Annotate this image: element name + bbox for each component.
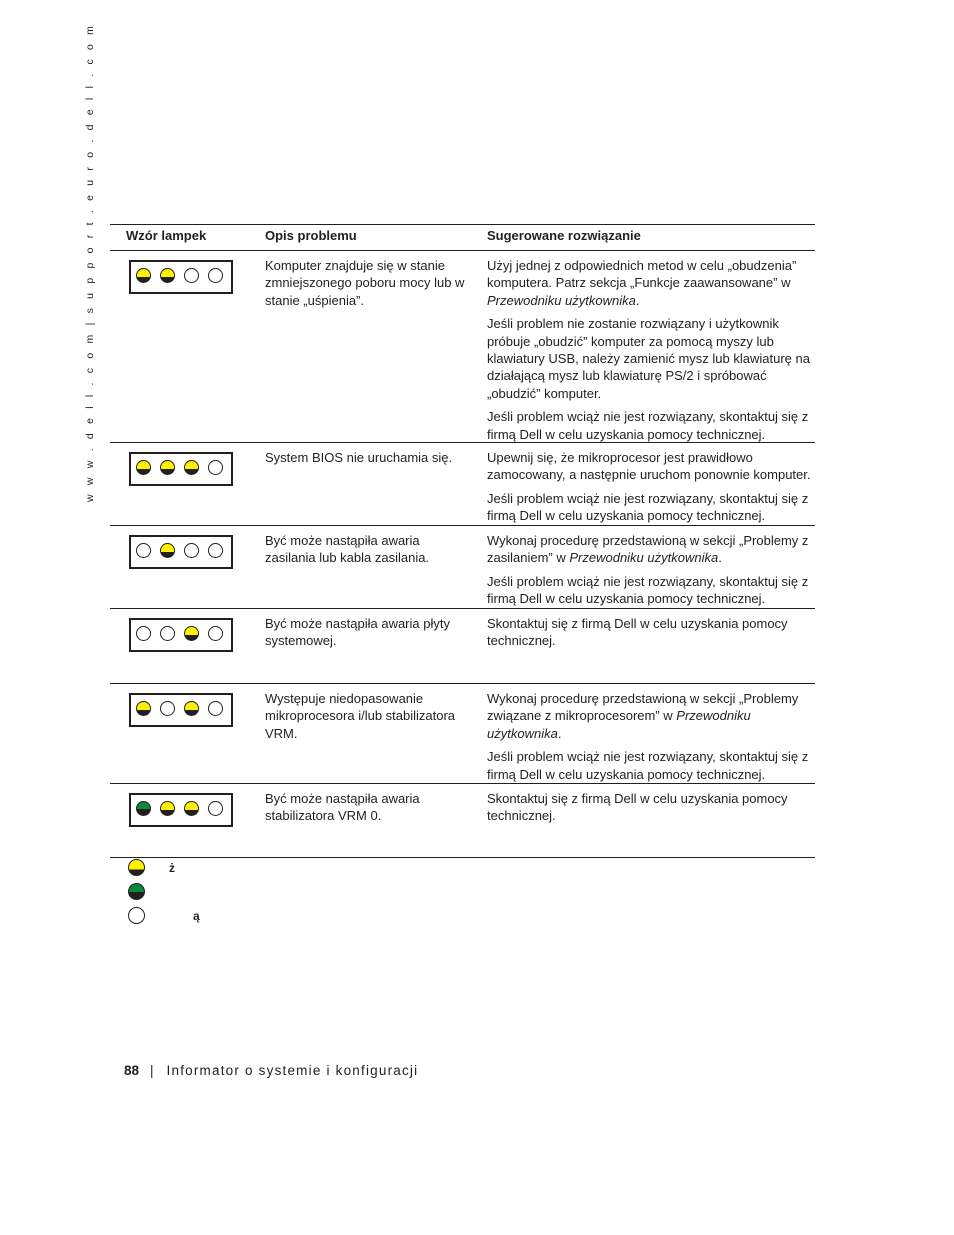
problem-description: System BIOS nie uruchamia się. — [265, 450, 453, 465]
solution-paragraph: Skontaktuj się z firmą Dell w celu uzyskania pomocy technicznej. — [487, 791, 788, 824]
led-icon — [160, 268, 175, 283]
led-icon — [160, 701, 175, 716]
solution-paragraph: Użyj jednej z odpowiednich metod w celu „obudzenia” komputera. Patrz sekcja „Funkcje zaawansowane” w Przewodniku użytkownika. — [487, 258, 797, 308]
table-row — [110, 526, 815, 609]
led-icon — [160, 626, 175, 641]
solution — [487, 532, 817, 614]
led-icon — [184, 268, 199, 283]
solution-paragraph: Jeśli problem wciąż nie jest rozwiązany, skontaktuj się z firmą Dell w celu uzyskania pomocy technicznej. — [487, 409, 809, 442]
solution-paragraph: Jeśli problem wciąż nie jest rozwiązany, skontaktuj się z firmą Dell w celu uzyskania pomocy technicznej. — [487, 491, 809, 524]
solution-paragraph: Jeśli problem wciąż nie jest rozwiązany, skontaktuj się z firmą Dell w celu uzyskania pomocy technicznej. — [487, 574, 809, 607]
table-row — [110, 784, 815, 858]
legend-label: ą — [193, 909, 200, 923]
led-icon — [184, 460, 199, 475]
header-pattern: Wzór lampek — [126, 228, 207, 243]
problem-description: Być może nastąpiła awaria zasilania lub kabla zasilania. — [265, 533, 430, 566]
led-pattern — [129, 793, 233, 827]
led-icon — [160, 460, 175, 475]
led-icon — [160, 543, 175, 558]
led-icon — [160, 801, 175, 816]
led-icon — [208, 460, 223, 475]
led-icon — [208, 801, 223, 816]
table-row — [110, 443, 815, 526]
led-icon — [136, 701, 151, 716]
side-url: w w w . d e l l . c o m | s u p p o r t . e u r o . d e l l . c o m — [84, 22, 96, 502]
table-header — [110, 224, 815, 251]
solution — [487, 615, 817, 656]
led-icon — [208, 543, 223, 558]
solution-paragraph: Jeśli problem wciąż nie jest rozwiązany, skontaktuj się z firmą Dell w celu uzyskania pomocy technicznej. — [487, 749, 809, 782]
solution-paragraph: Wykonaj procedurę przedstawioną w sekcji „Problemy związane z mikroprocesorem” w Przewodniku użytkownika. — [487, 691, 799, 741]
table-row — [110, 251, 815, 443]
footer-title: Informator o systemie i konfiguracji — [166, 1063, 419, 1078]
diagnostic-lights-table — [110, 224, 815, 858]
solution-paragraph: Wykonaj procedurę przedstawioną w sekcji „Problemy z zasilaniem” w Przewodniku użytkownika. — [487, 533, 809, 566]
led-pattern — [129, 260, 233, 294]
header-solution: Sugerowane rozwiązanie — [487, 228, 641, 243]
table-row — [110, 684, 815, 784]
led-icon — [136, 460, 151, 475]
problem-description: Być może nastąpiła awaria płyty systemowej. — [265, 616, 450, 649]
legend-label: ż — [169, 861, 175, 875]
solution — [487, 449, 817, 531]
led-pattern — [129, 452, 233, 486]
led-pattern — [129, 693, 233, 727]
solution — [487, 257, 817, 449]
led-icon — [208, 268, 223, 283]
led-pattern — [129, 535, 233, 569]
problem-description: Być może nastąpiła awaria stabilizatora VRM 0. — [265, 791, 420, 824]
off-led-icon — [128, 907, 145, 924]
footer-separator: | — [150, 1063, 154, 1078]
problem-description: Występuje niedopasowanie mikroprocesora i/lub stabilizatora VRM. — [265, 691, 456, 741]
yellow-led-icon — [128, 859, 145, 876]
table-row — [110, 609, 815, 684]
solution — [487, 690, 817, 789]
solution-paragraph: Jeśli problem nie zostanie rozwiązany i użytkownik próbuje „obudzić” komputer za pomocą myszy lub klawiatury USB, należy zamienić mysz lub klawiaturę na działającą mysz lub klawiaturę PS/2 i spróbować „obudzić” komputer. — [487, 316, 810, 401]
led-icon — [136, 801, 151, 816]
led-icon — [208, 701, 223, 716]
led-icon — [184, 543, 199, 558]
solution — [487, 790, 817, 831]
page-number: 88 — [124, 1063, 140, 1078]
led-icon — [184, 626, 199, 641]
green-led-icon — [128, 883, 145, 900]
solution-paragraph: Upewnij się, że mikroprocesor jest prawidłowo zamocowany, a następnie uruchom ponownie komputer. — [487, 450, 811, 483]
led-icon — [184, 801, 199, 816]
page-footer — [124, 1063, 418, 1078]
led-icon — [208, 626, 223, 641]
header-problem: Opis problemu — [265, 228, 357, 243]
led-icon — [184, 701, 199, 716]
problem-description: Komputer znajduje się w stanie zmniejszonego poboru mocy lub w stanie „uśpienia”. — [265, 258, 465, 308]
led-icon — [136, 626, 151, 641]
solution-paragraph: Skontaktuj się z firmą Dell w celu uzyskania pomocy technicznej. — [487, 616, 788, 649]
led-icon — [136, 543, 151, 558]
led-pattern — [129, 618, 233, 652]
led-icon — [136, 268, 151, 283]
